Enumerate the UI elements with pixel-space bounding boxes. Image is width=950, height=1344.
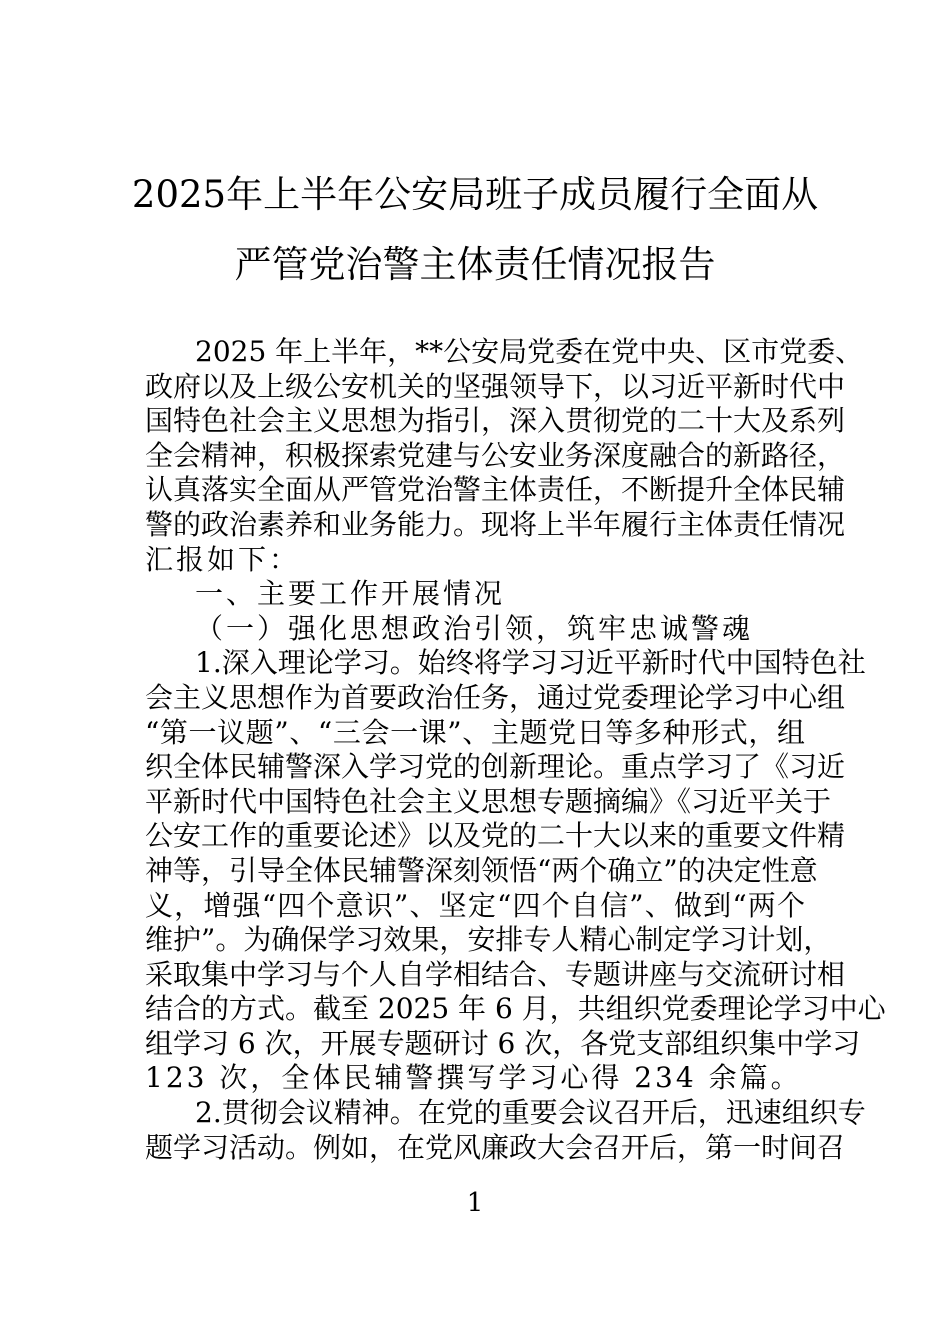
text-line: 维护”。为确保学习效果，安排专人精心制定学习计划， <box>145 923 832 957</box>
text-line: 认真落实全面从严管党治警主体责任，不断提升全体民辅 <box>145 473 846 507</box>
text-line: （一）强化思想政治引领，筑牢忠诚警魂 <box>195 611 754 645</box>
text-line: 2025 年上半年，**公安局党委在党中央、区市党委、 <box>195 335 864 368</box>
text-line: 神等，引导全体民辅警深刻领悟“两个确立”的决定性意 <box>145 853 818 887</box>
document-title-line-2: 严管党治警主体责任情况报告 <box>234 243 716 286</box>
text-line: 全会精神，积极探索党建与公安业务深度融合的新路径， <box>145 438 846 472</box>
text-line: 结合的方式。截至 2025 年 6 月，共组织党委理论学习中心 <box>145 992 886 1026</box>
text-line: 政府以及上级公安机关的坚强领导下，以习近平新时代中 <box>145 369 846 403</box>
text-line: 组学习 6 次，开展专题研讨 6 次，各党支部组织集中学习 <box>145 1026 861 1060</box>
text-line: “第一议题”、“三会一课”、主题党日等多种形式，组 <box>145 715 805 749</box>
text-line: 织全体民辅警深入学习党的创新理论。重点学习了《习近 <box>145 750 846 784</box>
document-title-line-1: 2025年上半年公安局班子成员履行全面从 <box>131 173 819 216</box>
text-line: 123 次，全体民辅警撰写学习心得 234 余篇。 <box>145 1061 802 1095</box>
text-line: 平新时代中国特色社会主义思想专题摘编》《习近平关于 <box>145 784 832 818</box>
page-number: 1 <box>466 1188 484 1218</box>
text-line: 2.贯彻会议精神。在党的重要会议召开后，迅速组织专 <box>195 1096 866 1130</box>
text-line: 义，增强“四个意识”、坚定“四个自信”、做到“两个 <box>145 888 805 922</box>
text-line: 一、主要工作开展情况 <box>195 577 506 611</box>
text-line: 采取集中学习与个人自学相结合、专题讲座与交流研讨相 <box>145 957 846 991</box>
text-line: 警的政治素养和业务能力。现将上半年履行主体责任情况 <box>145 507 846 541</box>
text-line: 汇报如下： <box>145 542 301 576</box>
text-line: 国特色社会主义思想为指引，深入贯彻党的二十大及系列 <box>145 404 846 438</box>
text-line: 1.深入理论学习。始终将学习习近平新时代中国特色社 <box>195 646 866 680</box>
document-body <box>145 335 886 1165</box>
text-line: 题学习活动。例如，在党风廉政大会召开后，第一时间召 <box>145 1130 846 1164</box>
text-line: 公安工作的重要论述》以及党的二十大以来的重要文件精 <box>145 819 846 853</box>
text-line: 会主义思想作为首要政治任务，通过党委理论学习中心组 <box>145 680 846 714</box>
